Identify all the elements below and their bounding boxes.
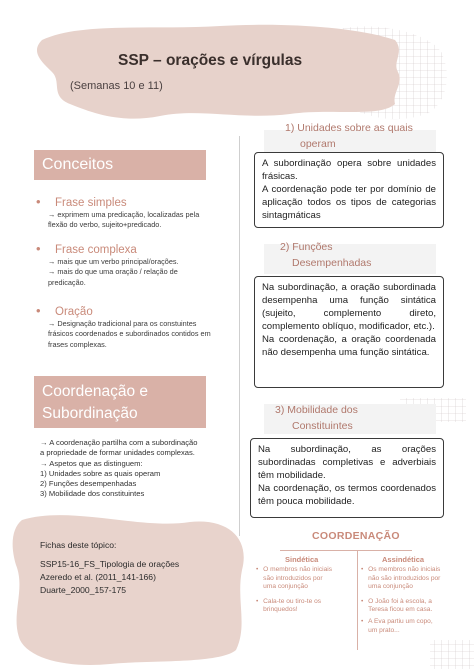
subsection-text: Na coordenação, a oração coordenada não desempenha uma função sintática.	[262, 334, 436, 358]
coord-line: A Eva partiu um copo,	[368, 617, 433, 625]
coordsub-body	[40, 438, 236, 500]
subsection-heading: 3) Mobilidade dos	[275, 404, 358, 416]
bullet-dot: •	[36, 303, 41, 318]
coord-list-item	[361, 598, 469, 615]
concept-item	[36, 240, 137, 258]
ficha-item: Duarte_2000_157-175	[40, 585, 127, 595]
coord-col-title-sindetica: Sindética	[285, 555, 319, 564]
subsection-box	[254, 276, 444, 388]
concept-body	[48, 257, 233, 288]
subsection-heading: operam	[300, 138, 336, 150]
concept-line: → Designação tradicional para os constuintes	[48, 319, 197, 328]
ficha-item: Azeredo et al. (2011_141-166)	[40, 572, 156, 582]
subsection-text: A subordinação opera sobre unidades frásicas.	[262, 158, 436, 182]
subsection-heading: Desempenhadas	[292, 257, 372, 269]
page-subtitle: (Semanas 10 e 11)	[70, 80, 163, 92]
concept-title: Frase complexa	[55, 244, 137, 256]
coordsub-line: 2) Funções desempenhadas	[40, 479, 137, 489]
coordsub-line: → A coordenação partilha com a subordinação	[40, 438, 198, 447]
concept-line: predicação.	[48, 277, 86, 287]
bullet-dot: •	[256, 597, 259, 605]
ficha-item: SSP15-16_FS_Tipologia de orações	[40, 559, 180, 569]
concept-line: flexão do verbo, sujeito+predicado.	[48, 220, 162, 230]
subsection-text: Na coordenação, os termos coordenados têm pouca mobilidade.	[258, 483, 436, 507]
coord-list-sindetica	[256, 566, 356, 615]
fichas-label: Fichas deste tópico:	[40, 540, 117, 550]
bullet-dot: •	[36, 194, 41, 209]
coord-line: Cala-te ou tiro-te os	[263, 597, 322, 605]
subsection-text: Na subordinação, as orações subordinadas completivas e adverbiais têm mobilidade.	[258, 444, 436, 481]
concept-item	[36, 302, 93, 320]
coordsub-line: a propriedade de formar unidades complexas.	[40, 448, 195, 458]
coord-line: O João foi à escola, a	[368, 597, 432, 605]
coord-list-item	[361, 566, 469, 592]
page-title: SSP – orações e vírgulas	[118, 52, 303, 69]
bullet-dot: •	[361, 566, 364, 573]
bullet-dot: •	[256, 566, 259, 573]
subsection-heading: Constituintes	[292, 420, 353, 432]
coord-list-item	[361, 618, 469, 635]
coordsub-line: 1) Unidades sobre as quais operam	[40, 468, 161, 478]
heading-line: Coordenação e	[42, 383, 148, 400]
subsection-text: Na subordinação, a oração subordinada desempenha uma função sintática (sujeito, complemento direto, complemento oblíquo, modificador, etc.).	[262, 282, 436, 332]
tree-line	[357, 550, 358, 650]
concept-title: Frase simples	[55, 197, 127, 209]
subsection-heading: 2) Funções	[280, 241, 333, 253]
coord-line: são introduzidos por	[263, 574, 323, 582]
concept-line: → mais do que uma oração / relação de	[48, 267, 178, 277]
coord-line: uma conjunção	[263, 583, 308, 591]
subsection-text: A coordenação pode ter por domínio de aplicação todos os tipos de categorias sintagmáticas	[262, 184, 436, 221]
title-blob	[37, 25, 400, 119]
concept-body	[48, 210, 233, 231]
coord-list-assindetica	[361, 566, 469, 635]
coord-line: um prato...	[368, 626, 400, 634]
coord-line: Teresa ficou em casa.	[368, 606, 433, 614]
coordsub-line: 3) Mobilidade dos constituintes	[40, 489, 145, 499]
section-heading-conceitos: Conceitos	[34, 150, 206, 180]
coordenacao-heading: COORDENAÇÃO	[312, 530, 400, 542]
tree-line	[280, 550, 412, 551]
coord-list-item	[256, 598, 356, 615]
coordsub-line: → Aspetos que as distinguem:	[40, 458, 143, 468]
coord-line: Os membros não iniciais	[368, 566, 441, 573]
concept-line: → exprimem uma predicação, localizadas pela	[48, 210, 200, 219]
column-divider	[239, 136, 240, 536]
grid-corner	[430, 640, 474, 669]
coord-col-title-assindetica: Assindética	[382, 555, 425, 564]
concept-title: Oração	[55, 306, 93, 318]
coord-line: brinquedos!	[263, 606, 298, 614]
fichas-list	[40, 558, 179, 597]
section-heading-coordsub	[34, 376, 206, 428]
coord-line: uma conjunção	[368, 583, 413, 591]
subsection-heading: 1) Unidades sobre as quais	[285, 122, 413, 134]
concept-item	[36, 193, 127, 211]
concept-body	[48, 319, 233, 350]
coord-line: não são introduzidos por	[368, 574, 441, 582]
concept-line: frases complexas.	[48, 339, 107, 349]
heading-line: Subordinação	[42, 405, 138, 422]
bullet-dot: •	[36, 241, 41, 256]
subsection-box	[254, 152, 444, 228]
bullet-dot: •	[361, 597, 364, 605]
subsection-box	[250, 438, 444, 518]
coord-line: O membros não iniciais	[263, 566, 333, 573]
concept-line: → mais que um verbo principal/orações.	[48, 257, 179, 266]
concept-line: frásicos coordenados e subordinados contidos em	[48, 329, 211, 339]
bullet-dot: •	[361, 617, 364, 625]
coord-list-item	[256, 566, 356, 592]
